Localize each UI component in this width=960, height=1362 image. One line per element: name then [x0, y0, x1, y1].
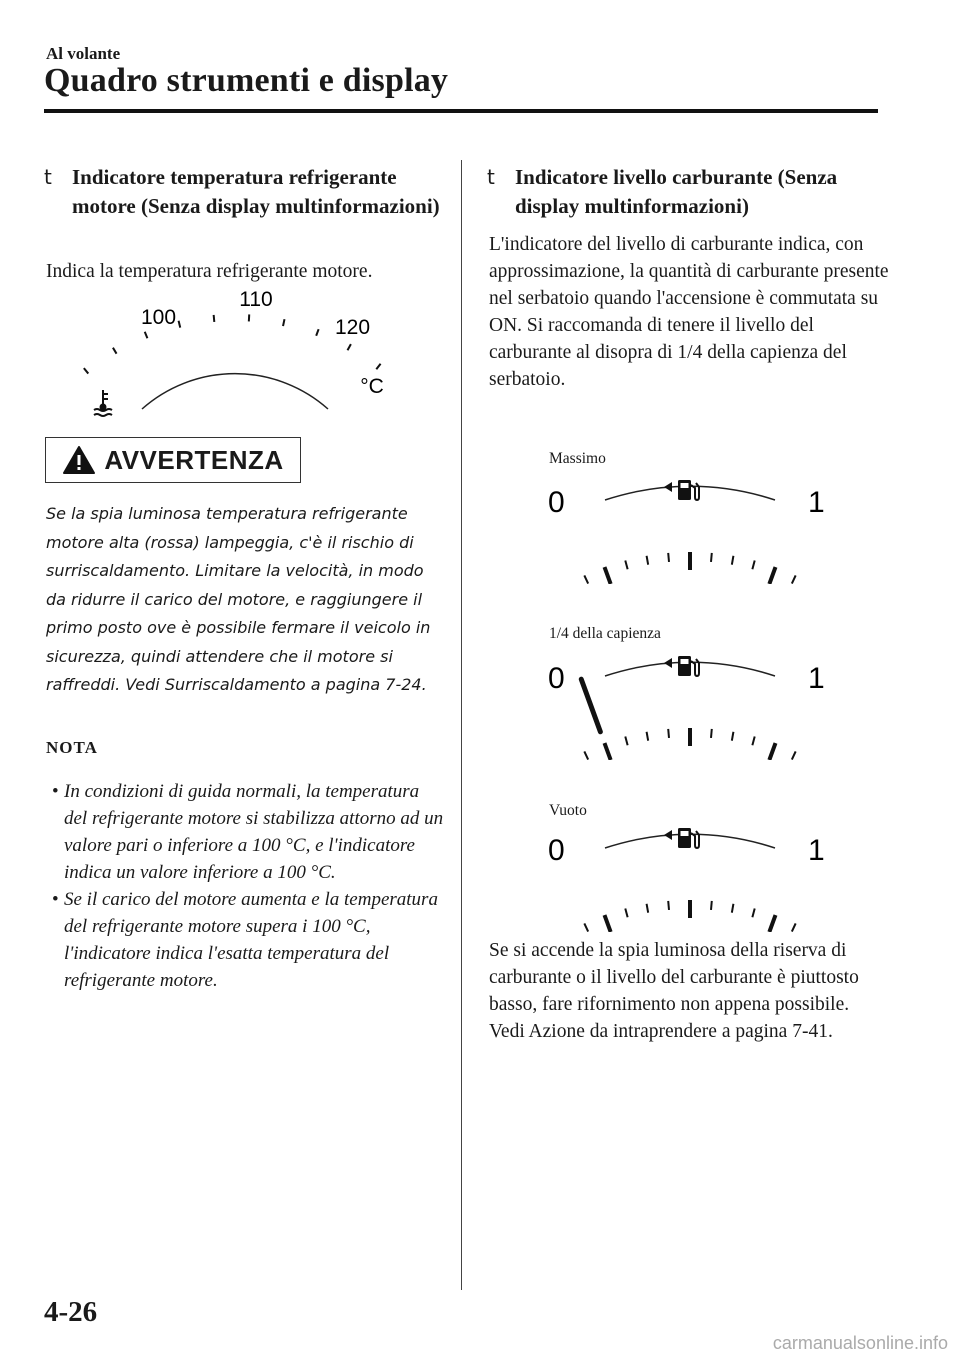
- fuel-pump-icon: [664, 828, 699, 848]
- fuel-label-empty: 0: [548, 834, 565, 867]
- fuel-tick: [752, 909, 754, 918]
- fuel-tick: [769, 743, 775, 760]
- fuel-tick: [769, 915, 775, 932]
- fuel-caption-full: Massimo: [549, 450, 606, 467]
- note-list: [46, 778, 446, 994]
- fuel-footer-text: Se si accende la spia luminosa della riserva di carburante o il livello del carburante è piuttosto basso, fare rifornimento non appena possibile. Vedi Azione da intraprendere a pagina 7-41.: [489, 940, 859, 1042]
- temp-tick: [316, 329, 318, 336]
- fuel-label-full: 1: [808, 662, 825, 695]
- fuel-tick: [604, 567, 610, 584]
- temp-label-100: 100: [141, 306, 177, 329]
- note-item-text: In condizioni di guida normali, la temperatura del refrigerante motore si stabilizza attorno ad un valore pari o inferiore a 100 °C, e l'indicatore indica un valore inferiore a 100 °C.: [64, 781, 444, 883]
- coolant-temperature-gauge: [80, 282, 390, 422]
- warning-text: Se la spia luminosa temperatura refrigerante motore alta (rossa) lampeggia, c'è il rischio di surriscaldamento. Limitare la velocità, in modo da ridurre il carico del motore, e raggiungere il primo posto ove è possibile fermare il veicolo in sicurezza, quindi attendere che il motore si raffreddi. Vedi Surriscaldamento a pagina 7-24.: [46, 504, 431, 694]
- watermark: carmanualsonline.info: [772, 1333, 948, 1353]
- fuel-gauge-needle: [581, 679, 600, 732]
- fuel-tick: [604, 915, 610, 932]
- fuel-tick: [604, 743, 610, 760]
- fuel-label-full: 1: [808, 486, 825, 519]
- fuel-tick: [711, 901, 712, 910]
- fuel-tick: [647, 556, 649, 565]
- coolant-heading: [44, 163, 444, 221]
- fuel-tick: [625, 561, 627, 570]
- fuel-tick: [711, 553, 712, 562]
- note-title: NOTA: [46, 738, 98, 757]
- fuel-tick: [584, 751, 588, 759]
- fuel-tick: [647, 904, 649, 913]
- fuel-label-full: 1: [808, 834, 825, 867]
- fuel-tick: [711, 729, 712, 738]
- page-number: 4-26: [44, 1296, 98, 1328]
- temp-tick: [214, 315, 215, 322]
- fuel-tick: [769, 567, 775, 584]
- fuel-gauge-full: [540, 472, 840, 584]
- temp-label-120: 120: [335, 316, 371, 339]
- temp-label-110: 110: [239, 288, 273, 311]
- fuel-label-empty: 0: [548, 486, 565, 519]
- fuel-tick: [625, 737, 627, 746]
- fuel-tick: [752, 561, 754, 570]
- column-divider: [461, 160, 462, 1290]
- fuel-gauge-quarter: [540, 648, 840, 760]
- warning-label: AVVERTENZA: [104, 444, 284, 475]
- temp-gauge-arc: [142, 374, 328, 409]
- warning-triangle-icon: [62, 445, 96, 475]
- note-item: [46, 778, 446, 886]
- fuel-tick: [584, 575, 588, 583]
- fuel-tick: [668, 729, 669, 738]
- fuel-heading-text: Indicatore livello carburante (Senza display multinformazioni): [515, 165, 838, 218]
- fuel-tick: [792, 751, 796, 759]
- fuel-tick: [732, 732, 734, 741]
- fuel-tick: [668, 553, 669, 562]
- heading-bullet: t: [44, 165, 52, 189]
- fuel-pump-icon: [664, 480, 699, 500]
- note-bullet: •: [52, 889, 59, 910]
- temp-unit-label: °C: [360, 375, 384, 398]
- fuel-tick: [732, 904, 734, 913]
- fuel-caption-quarter: 1/4 della capienza: [549, 625, 661, 642]
- temp-tick: [113, 348, 117, 354]
- fuel-caption-empty: Vuoto: [549, 802, 587, 819]
- warning-box: [45, 437, 301, 483]
- note-bullet: •: [52, 781, 59, 802]
- temp-tick: [347, 344, 350, 350]
- note-item-text: Se il carico del motore aumenta e la temperatura del refrigerante motore supera i 100 °C, l'indicatore indica l'esatta temperatura del refrigerante motore.: [64, 889, 438, 991]
- fuel-label-empty: 0: [548, 662, 565, 695]
- fuel-tick: [792, 575, 796, 583]
- title-rule: [44, 109, 878, 113]
- fuel-tick: [647, 732, 649, 741]
- fuel-tick: [625, 909, 627, 918]
- coolant-intro: Indica la temperatura refrigerante motore.: [46, 261, 373, 282]
- section-label: Al volante: [46, 44, 121, 63]
- temp-tick: [283, 319, 284, 326]
- fuel-tick: [668, 901, 669, 910]
- fuel-gauge-empty: [540, 820, 840, 932]
- temp-tick: [84, 368, 88, 373]
- fuel-pump-icon: [664, 656, 699, 676]
- temp-tick: [376, 364, 380, 370]
- fuel-tick: [584, 923, 588, 931]
- temp-tick: [145, 332, 148, 338]
- coolant-heading-text: Indicatore temperatura refrigerante motore (Senza display multinformazioni): [72, 165, 440, 218]
- fuel-tick: [792, 923, 796, 931]
- coolant-temperature-icon: [94, 390, 112, 416]
- fuel-intro: L'indicatore del livello di carburante indica, con approssimazione, la quantità di carburante presente nel serbatoio quando l'accensione è commutata su ON. Si raccomanda di tenere il livello del carburante al disopra di 1/4 della capienza del serbatoio.: [489, 234, 889, 390]
- fuel-tick: [752, 737, 754, 746]
- fuel-heading: [487, 163, 887, 221]
- heading-bullet: t: [487, 165, 495, 189]
- fuel-tick: [732, 556, 734, 565]
- page-title: Quadro strumenti e display: [44, 62, 449, 99]
- note-item: [46, 886, 446, 994]
- temp-tick: [179, 321, 181, 328]
